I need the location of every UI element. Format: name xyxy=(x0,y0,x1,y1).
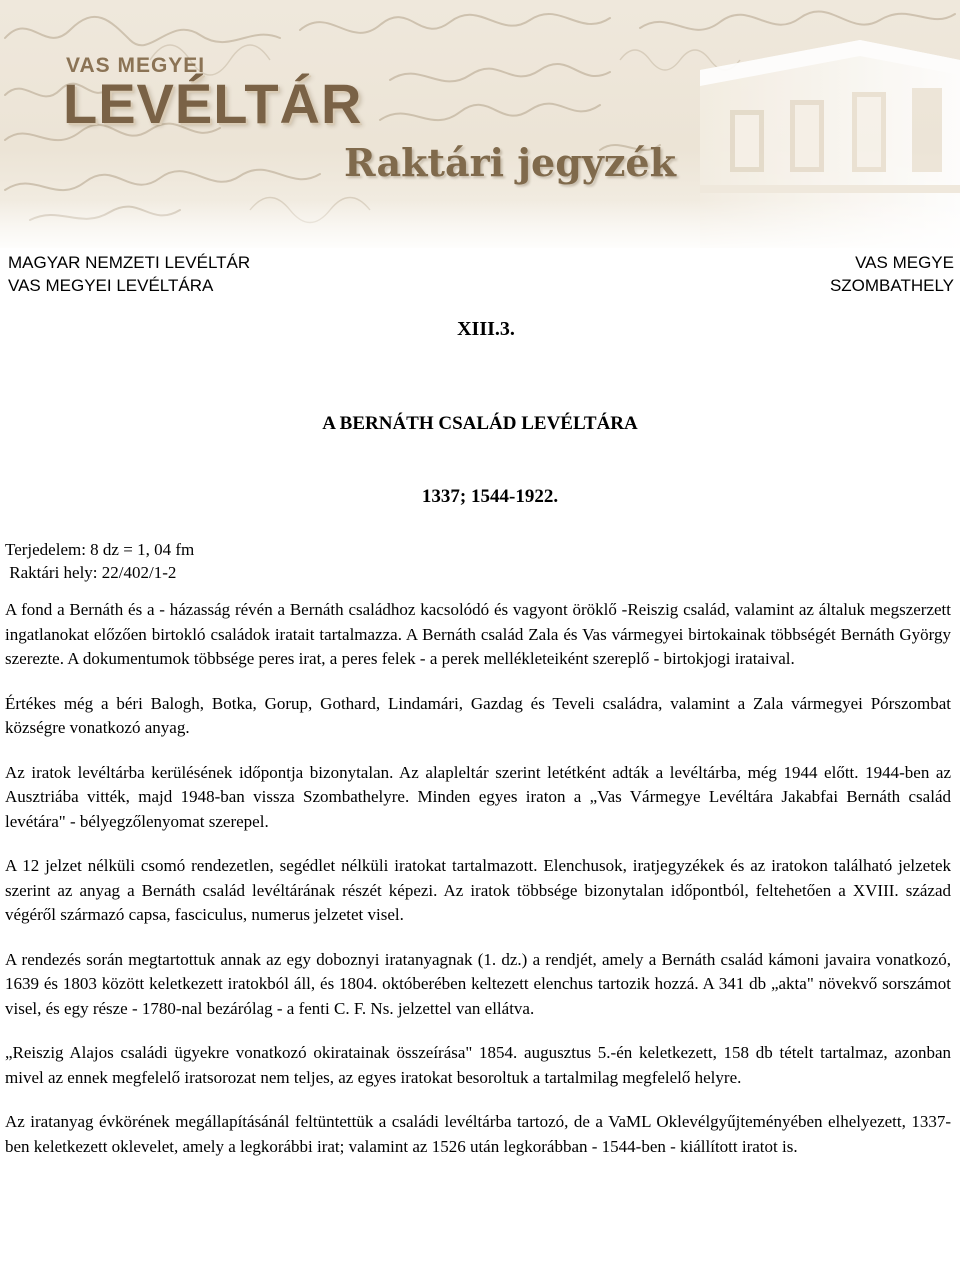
paragraph: A fond a Bernáth és a - házasság révén a Bernáth családhoz kacsolódó és vagyont öröklő -Reiszig család, valamint az általuk megszerzett ingatlanokat előzően birtokló családok iratait tartalmazza. A Bernáth család Zala és Vas vármegyei birtokainak többségét Bernáth György szerezte. A dokumentumok többsége peres irat, a peres felek - a perek mellékleteiként szereplő - birtokjogi irataival. xyxy=(5,600,951,668)
fond-extent-block xyxy=(5,538,194,584)
paragraph: Az iratanyag évkörének megállapításánál feltüntettük a családi levéltárba tartozó, de a VaML Oklevélgyűjteményében elhelyezett, 1337-ben keletkezett oklevelet, amely a legkorábbi irat; valamint az 1526 után legkorábban - 1544-ben - kiállított iratot is. xyxy=(5,1112,951,1156)
banner-subtitle: Raktári jegyzék xyxy=(344,140,676,185)
fond-signature: XIII.3. xyxy=(457,318,515,340)
paragraph: A 12 jelzet nélküli csomó rendezetlen, segédlet nélküli iratokat tartalmazott. Elenchusok, iratjegyzékek és az iratokon található jelzetek szerint az anyag a Bernáth család levéltárának részét képezi. Az iratok többsége bizonytalan időpontból, feltehetően a XVIII. század végéről származó capsa, fasciculus, numerus jelzetet visel. xyxy=(5,856,951,924)
fond-location: Raktári hely: 22/402/1-2 xyxy=(5,563,177,582)
archive-national-name: MAGYAR NEMZETI LEVÉLTÁR xyxy=(8,253,251,272)
location-block xyxy=(830,251,954,297)
archive-name-block xyxy=(8,251,250,297)
paragraph: Értékes még a béri Balogh, Botka, Gorup, Gothard, Lindamári, Gazdag és Teveli családra, valamint a Zala vármegyei Pórszombat községre vonatkozó anyag. xyxy=(5,693,951,737)
paragraph: „Reiszig Alajos családi ügyekre vonatkozó okiratainak összeírása" 1854. augusztus 5.-én keletkezett, 158 db tételt tartalmaz, azonban mivel az ennek megfelelő iratsorozat nem teljes, az egyes iratokat besoroltuk a tartalmilag megfelelő helyre. xyxy=(5,1043,951,1087)
fond-dates: 1337; 1544-1922. xyxy=(421,486,559,507)
document-body xyxy=(5,598,951,1179)
county-name: VAS MEGYE xyxy=(855,253,954,272)
fond-extent: Terjedelem: 8 dz = 1, 04 fm xyxy=(5,540,195,559)
archive-county-name: VAS MEGYEI LEVÉLTÁRA xyxy=(8,276,214,295)
city-name: SZOMBATHELY xyxy=(829,276,954,295)
paragraph: Az iratok levéltárba kerülésének időpontja bizonytalan. Az alapleltár szerint letétként adták a levéltárba, még 1944 előtt. 1944-ben az Ausztriába vitték, majd 1948-ban vissza Szombathelyre. Minden egyes iraton a „Vas Vármegye Levéltára Jakabfai Bernáth család levétára" - bélyegzőlenyomat szerepel. xyxy=(5,762,951,831)
header-banner xyxy=(0,0,960,248)
banner-org-name: VAS MEGYEI xyxy=(66,54,206,77)
paragraph: A rendezés során megtartottuk annak az egy doboznyi iratanyagnak (1. dz.) a rendjét, amely a Bernáth család kámoni javaira vonatkozó, 1639 és 1803 között keletkezett iratokból áll, és 1804. októberében keltezett elenchus tartozik hozzá. A 341 db „akta" növekvő sorszámot visel, és egy része - 1780-nal bezárólag - a fenti C. F. Ns. jelzettel van ellátva. xyxy=(5,949,951,1018)
banner-logo-text: LEVÉLTÁR xyxy=(63,72,363,135)
fond-title: A BERNÁTH CSALÁD LEVÉLTÁRA xyxy=(322,413,638,434)
